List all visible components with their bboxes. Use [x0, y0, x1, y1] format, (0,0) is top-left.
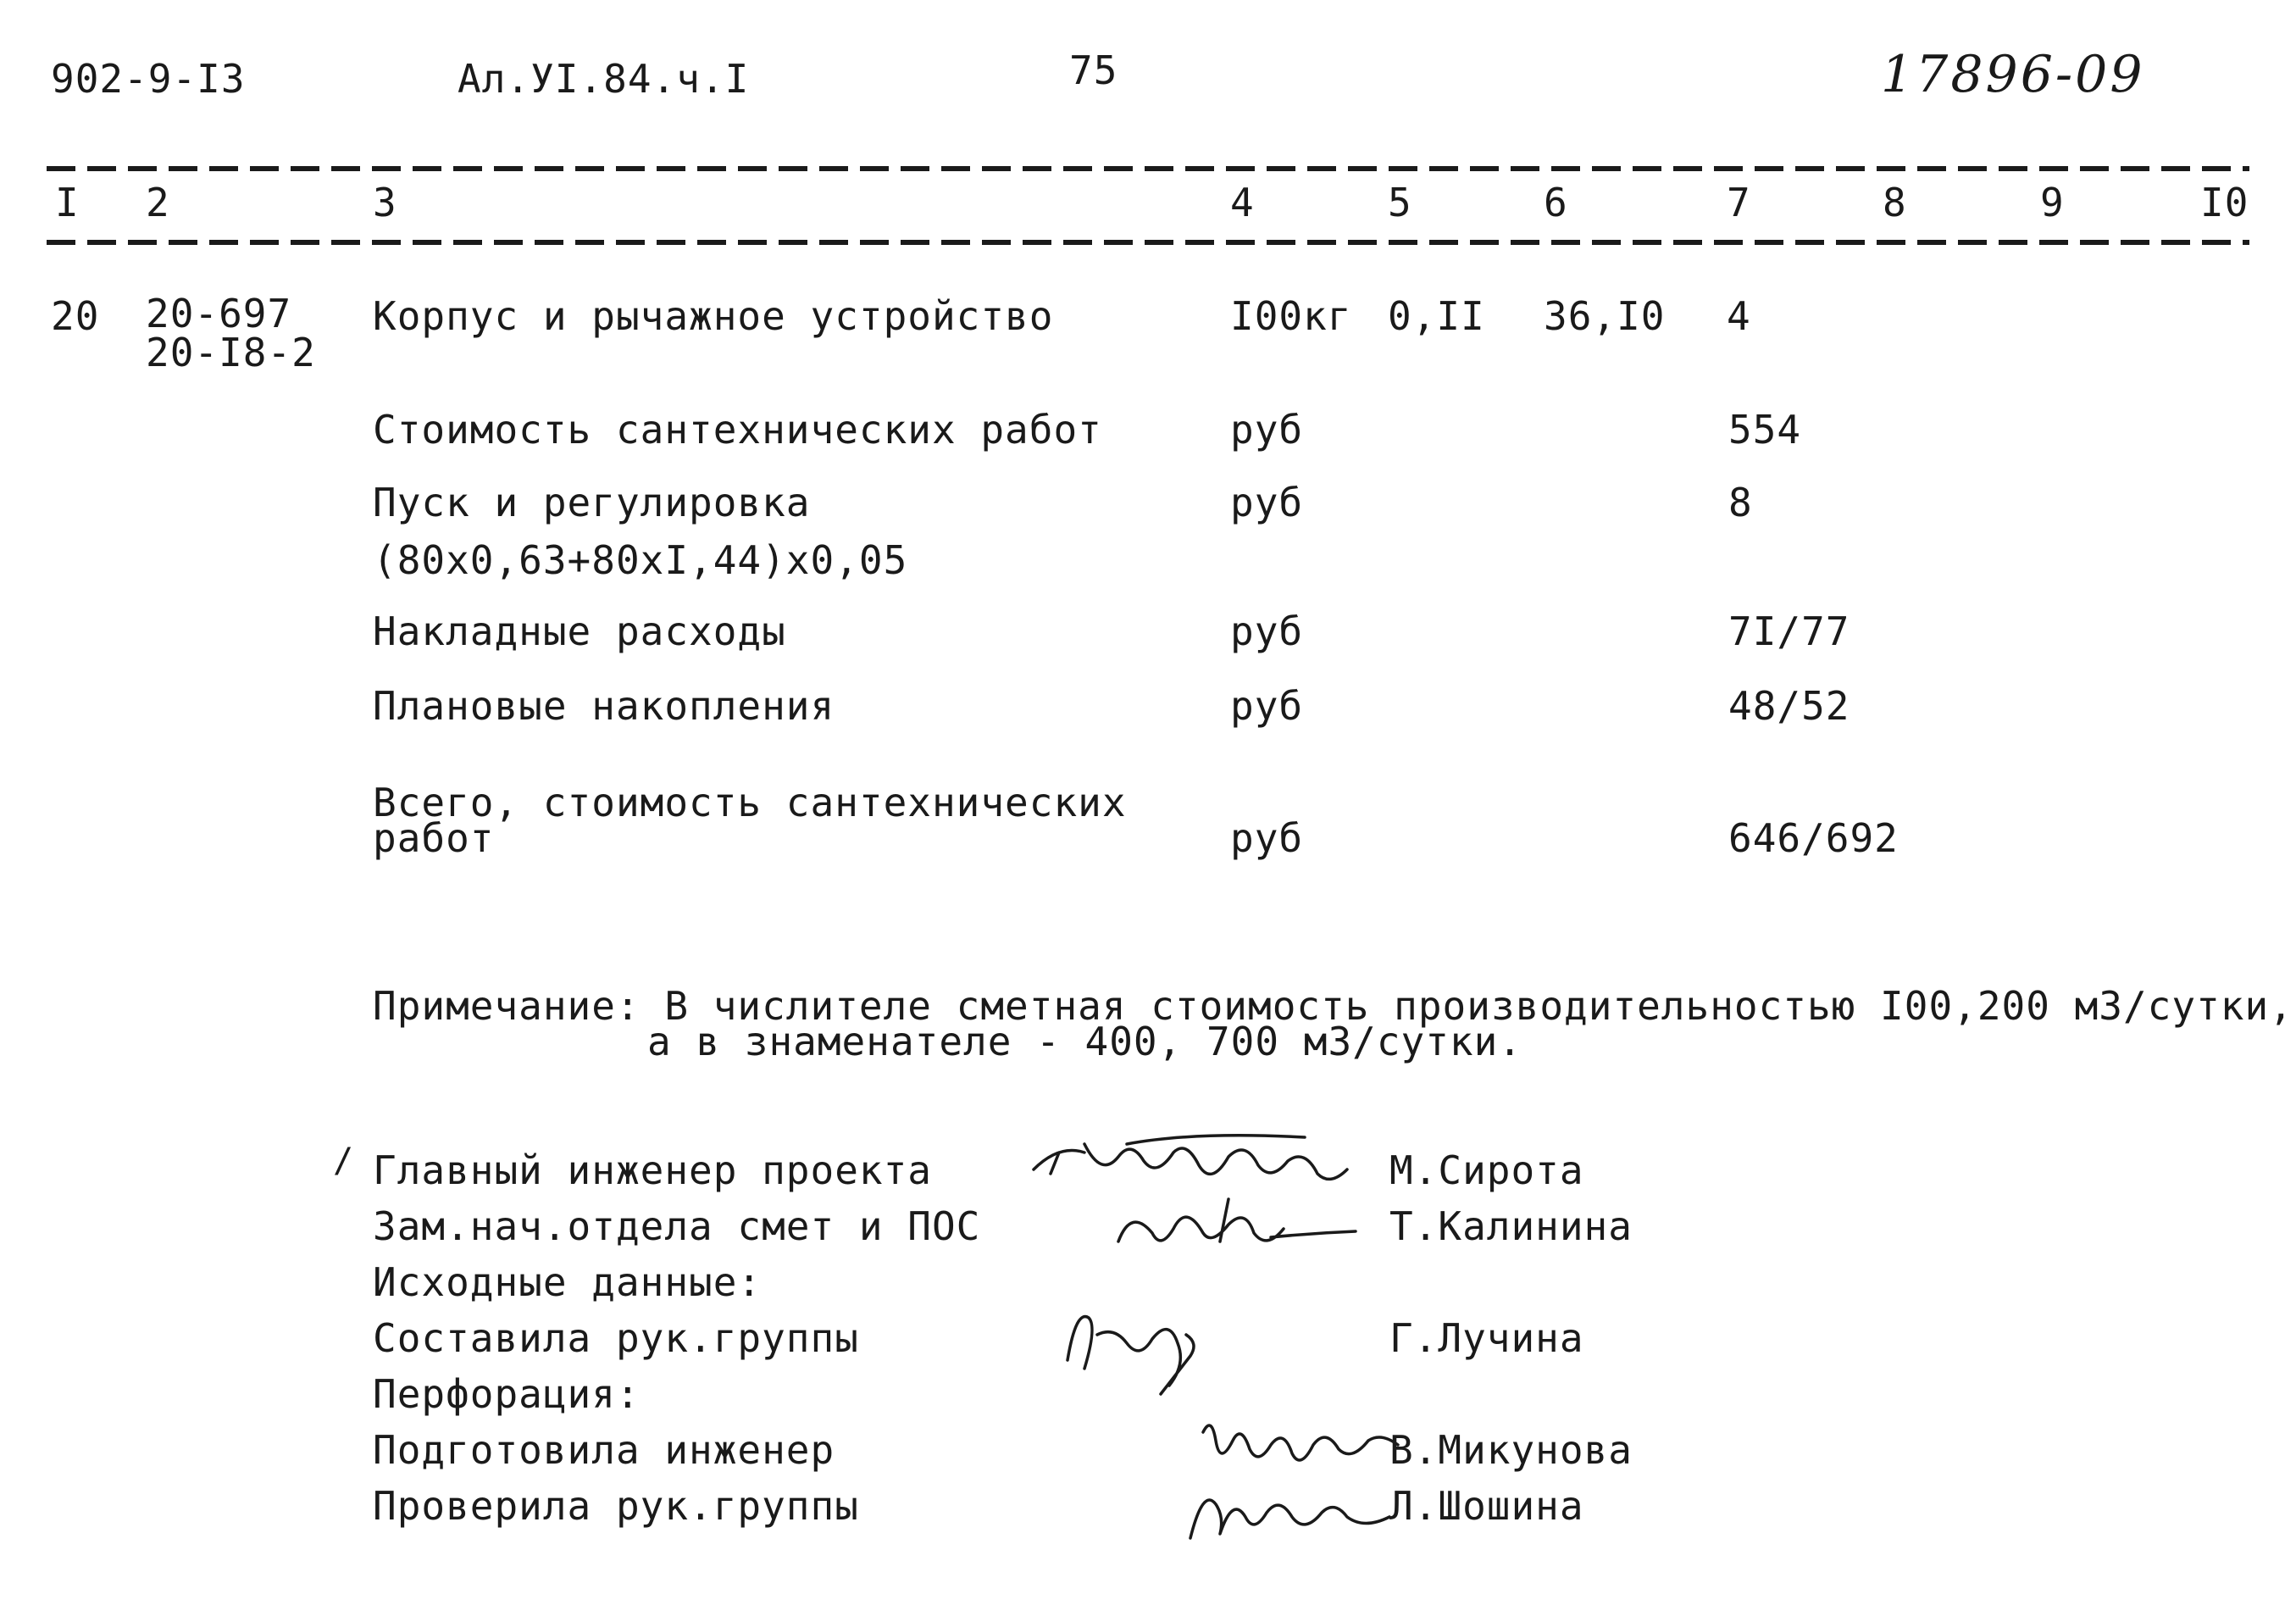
item-unit: I00кг: [1230, 293, 1352, 339]
item-code-line1: 20-697: [146, 291, 292, 336]
handwritten-signature-kalinina: [1101, 1191, 1373, 1258]
column-header-5: 5: [1388, 180, 1412, 225]
item-code-line2: 20-I8-2: [146, 330, 316, 375]
signature-role: Составила рук.группы: [373, 1315, 859, 1361]
row-name-line2: (80x0,63+80xI,44)x0,05: [373, 537, 908, 583]
column-header-10: I0: [2200, 180, 2249, 225]
item-price: 36,I0: [1544, 293, 1666, 339]
document-code: 902-9-I3: [51, 56, 246, 102]
column-header-6: 6: [1544, 180, 1568, 225]
row-total: 8: [1728, 480, 1753, 525]
row-total: 554: [1728, 407, 1802, 453]
signature-role: Перфорация:: [373, 1371, 641, 1417]
signature-name: В.Микунова: [1389, 1427, 1633, 1473]
signature-name: М.Сирота: [1389, 1147, 1584, 1193]
item-name: Корпус и рычажное устройство: [373, 293, 1054, 339]
album-reference: Ал.УI.84.ч.I: [458, 56, 750, 102]
page-number: 75: [1069, 47, 1118, 93]
row-name: Всего, стоимость сантехнических: [373, 780, 1127, 825]
row-name-line2: работ: [373, 815, 495, 861]
header-rule-top: [47, 166, 2249, 171]
row-unit: руб: [1230, 480, 1304, 525]
column-header-8: 8: [1883, 180, 1907, 225]
item-quantity: 0,II: [1388, 293, 1485, 339]
row-total: 7I/77: [1728, 608, 1850, 654]
column-header-4: 4: [1230, 180, 1255, 225]
column-header-3: 3: [373, 180, 397, 225]
column-header-9: 9: [2040, 180, 2065, 225]
row-unit: руб: [1230, 608, 1304, 654]
row-name: Плановые накопления: [373, 683, 835, 729]
column-header-7: 7: [1727, 180, 1751, 225]
row-name: Накладные расходы: [373, 608, 786, 654]
note-line1: Примечание: В числителе сметная стоимость производительностью I00,200 м3/сутки,: [373, 983, 2293, 1029]
signature-name: Т.Калинина: [1389, 1203, 1633, 1249]
inventory-number: 17896-09: [1881, 45, 2145, 104]
row-unit: руб: [1230, 815, 1304, 861]
row-name: Стоимость сантехнических работ: [373, 407, 1102, 453]
handwritten-signature-shoshina: [1178, 1470, 1398, 1547]
signature-role: Главный инженер проекта: [373, 1147, 932, 1193]
note-line2: а в знаменателе - 400, 700 м3/сутки.: [647, 1019, 1522, 1064]
handwritten-signature-luchina: [1051, 1292, 1220, 1403]
signature-name: Л.Шошина: [1389, 1483, 1584, 1529]
column-header-2: 2: [146, 180, 170, 225]
header-rule-bottom: [47, 240, 2249, 245]
row-total: 646/692: [1728, 815, 1899, 861]
row-total: 48/52: [1728, 683, 1850, 729]
column-header-1: I: [55, 180, 80, 225]
signature-role: Зам.нач.отдела смет и ПОС: [373, 1203, 981, 1249]
signature-role: Проверила рук.группы: [373, 1483, 859, 1529]
signature-role: Подготовила инженер: [373, 1427, 835, 1473]
handwritten-signature-mikunova: [1186, 1407, 1406, 1475]
signature-name: Г.Лучина: [1389, 1315, 1584, 1361]
item-total: 4: [1727, 293, 1751, 339]
signature-role: Исходные данные:: [373, 1259, 763, 1305]
tick-mark: /: [333, 1142, 355, 1180]
item-number: 20: [51, 293, 100, 339]
row-unit: руб: [1230, 407, 1304, 453]
row-unit: руб: [1230, 683, 1304, 729]
row-name: Пуск и регулировка: [373, 480, 811, 525]
